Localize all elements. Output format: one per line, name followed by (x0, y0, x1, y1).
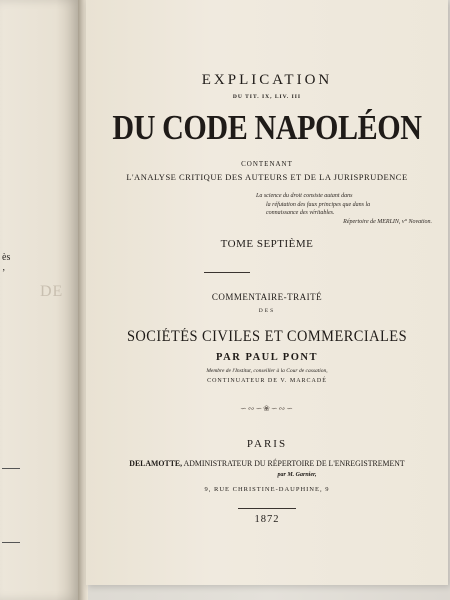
publisher-address: 9, RUE CHRISTINE-DAUPHINE, 9 (204, 486, 330, 493)
commentaire-label: COMMENTAIRE-TRAITÉ (211, 292, 323, 302)
subject-title: SOCIÉTÉS CIVILES ET COMMERCIALES (126, 328, 408, 345)
contenant-label: CONTENANT (241, 160, 293, 168)
author-credentials: Membre de l'Institut, conseiller à la Cour de cassation, (206, 368, 328, 374)
facing-page-text-fragment: ʼ (2, 268, 6, 279)
facing-page-text-fragment: ès (2, 252, 11, 263)
epigraph-source: Répertoire de MERLIN, v° Novation. (343, 218, 432, 225)
ornament-icon: ∽∾∽❀∽∾∽ (240, 404, 294, 413)
epigraph-line: la réfutation des faux principes que dans la (266, 201, 371, 208)
author-continuator: CONTINUATEUR DE V. MARCADÉ (207, 378, 327, 384)
divider-rule (238, 508, 296, 509)
publication-city: PARIS (246, 438, 288, 450)
facing-page (0, 0, 80, 600)
publisher-name: DELAMOTTE, (129, 458, 183, 468)
publisher-role: ADMINISTRATEUR DU RÉPERTOIRE DE L'ENREGISTREMENT (182, 458, 405, 468)
divider-rule (204, 272, 250, 273)
title-page (86, 0, 448, 585)
volume-label: TOME SEPTIÈME (220, 238, 314, 250)
epigraph-line: La science du droit consiste autant dans (256, 193, 353, 199)
epigraph (256, 192, 436, 226)
main-title: DU CODE NAPOLÉON (112, 108, 422, 147)
title-reference: DU TIT. IX, LIV. III (232, 94, 302, 100)
facing-page-show-through-text: DE (40, 283, 64, 300)
epigraph-line: connaissance des véritables. (266, 210, 335, 216)
facing-page-rule (2, 468, 20, 469)
des-label: DES (258, 308, 276, 314)
header-explication: EXPLICATION (201, 72, 333, 88)
publication-year: 1872 (254, 514, 280, 525)
publisher-line (100, 458, 433, 468)
facing-page-rule (2, 542, 20, 543)
subtitle-analyse: L'ANALYSE CRITIQUE DES AUTEURS ET DE LA JURISPRUDENCE (126, 172, 408, 182)
author-name: PAR PAUL PONT (216, 352, 318, 363)
publisher-agent: par M. Garnier, (277, 472, 317, 478)
